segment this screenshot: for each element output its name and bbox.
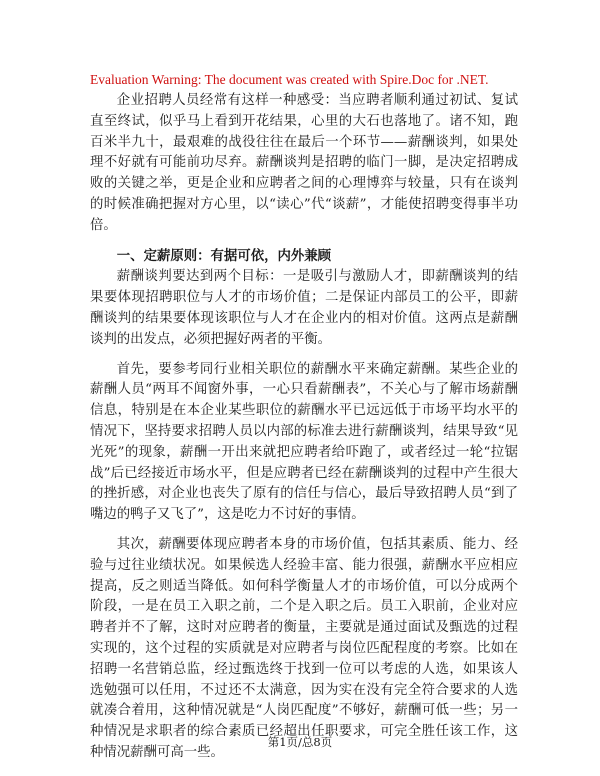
first-point-paragraph: 首先，要参考同行业相关职位的薪酬水平来确定薪酬。某些企业的薪酬人员“两耳不闻窗外事，一心只看薪酬表”，不关心与了解市场薪酬信息，特别是在本企业某些职位的薪酬水平已远远低于市场平均水平的情况下，坚持要求招聘人员以内部的标准去进行薪酬谈判，结果导致“见光死”的现象，薪酬一开出来就把应聘者给吓跑了，或者经过一轮“拉锯战”后已经接近市场水平，但是应聘者已经在薪酬谈判的过程中产生很大的挫折感，对企业也丧失了原有的信任与信心，最后导致招聘人员“到了嘴边的鸭子又飞了”，这是吃力不讨好的事情。	[90, 361, 518, 523]
second-point-paragraph: 其次，薪酬要体现应聘者本身的市场价值，包括其素质、能力、经验与过往业绩状况。如果候选人经验丰富、能力很强，薪酬水平应相应提高，反之则适当降低。如何科学衡量人才的市场价值，可以分成两个阶段，一是在员工入职之前，二个是入职之后。员工入职前，企业对应聘者并不了解，这时对应聘者的衡量，主要就是通过面试及甄选的过程实现的，这个过程的实质就是对应聘者与岗位匹配程度的考察。比如在招聘一名营销总监，经过甄选终于找到一位可以考虑的人选，如果该人选勉强可以任用，不过还不太满意，因为实在没有完全符合要求的人选就凑合着用，这种情况就是“人岗匹配度”不够好，薪酬可低一些；另一种情况是求职者的综合素质已经超出任职要求，可完全胜任该工作，这种情况薪酬可高一些。	[90, 536, 518, 760]
intro-paragraph: 企业招聘人员经常有这样一种感受：当应聘者顺利通过初试、复试直至终试，似乎马上看到开花结果，心里的大石也落地了。诸不知，跑百米半九十，最艰难的战役往往在最后一个环节——薪酬谈判，如果处理不好就有可能前功尽弃。薪酬谈判是招聘的临门一脚，是决定招聘成败的关键之举，更是企业和应聘者之间的心理博弈与较量，只有在谈判的时候准确把握对方心里，以“读心”代“谈薪”，才能使招聘变得事半功倍。	[90, 93, 518, 233]
page-footer: 第1页/总8页	[267, 735, 333, 749]
document-body	[90, 91, 518, 773]
evaluation-warning: Evaluation Warning: The document was created with Spire.Doc for .NET.	[90, 72, 489, 87]
section-heading: 一、定薪原则：有据可依，内外兼顾	[116, 247, 332, 264]
goals-paragraph: 薪酬谈判要达到两个目标：一是吸引与激励人才，即薪酬谈判的结果要体现招聘职位与人才的市场价值；二是保证内部员工的公平，即薪酬谈判的结果要体现该职位与人才在企业内的相对价值。这两点是薪酬谈判的出发点，必须把握好两者的平衡。	[90, 269, 518, 347]
